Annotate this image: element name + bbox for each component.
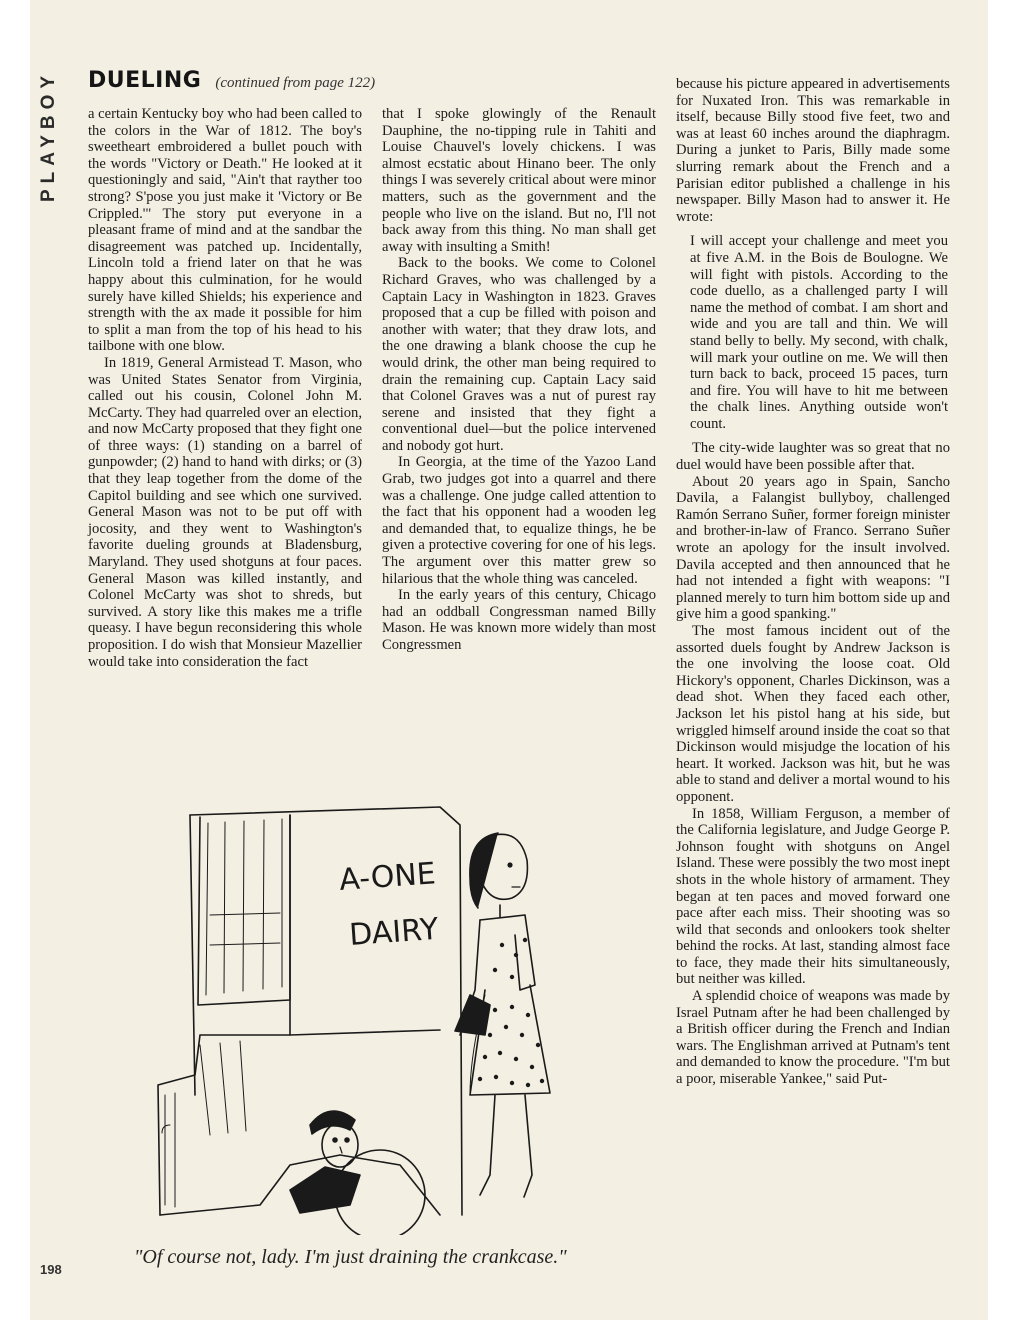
letter-text: I will accept your challenge and meet you at five A.M. in the Bois de Boulogne. We will fight with pistols. According to the code duello, as a challenged party I will name the method of combat. I am short and wide and you are tall and thin. We will stand belly to belly. My second, with chalk, will mark your outline on me. We will then turn back to back, proceed 15 paces, turn and fire. You will have to hit me between the chalk lines. Anything outside won't count.: [690, 233, 948, 432]
paragraph: The most famous incident out of the assorted duels fought by Andrew Jackson is the one involving the loose coat. Old Hickory's opponent, Charles Dickinson, was a dead shot. When they faced each other, Jackson let his pistol hang at his side, but wriggled himself around inside the coat so that Dickinson would misjudge the location of his heart. It worked. Jackson was hit, but he was able to stand and deliver a mortal wound to his opponent.: [676, 623, 950, 805]
quoted-letter: [676, 233, 950, 432]
text-column-1: [88, 106, 362, 670]
paragraph: that I spoke glowingly of the Renault Dauphine, the no-tipping rule in Tahiti and Louise Chauvel's lovely chickens. I was almost ecstatic about Hinano beer. The only things I was severely critical about were minor matters, such as the government and the people who live on the island. But no, I'll not back away from this thing. No man shall get away with insulting a Smith!: [382, 106, 656, 255]
cartoon-caption: "Of course not, lady. I'm just draining the crankcase.": [134, 1246, 567, 1268]
magazine-name: PLAYBOY: [38, 70, 59, 203]
paragraph: In Georgia, at the time of the Yazoo Land Grab, two judges got into a quarrel and there was a challenge. One judge called attention to the fact that his opponent had a wooden leg and demanded that, to equalize things, he be given a protective covering for one of his legs. The argument over this matter grew so hilarious that the whole thing was canceled.: [382, 454, 656, 587]
paragraph: In 1858, William Ferguson, a member of the California legislature, and Judge George P. Johnson fought with shotguns on Angel Island. These were possibly the two most inept shots in the whole history of armament. They began at ten paces and moved forward one pace after each miss. Their shooting was so wild that seconds and onlookers took shelter behind the rocks. At last, standing almost face to face, they made their hits simultaneously, but neither was killed.: [676, 805, 950, 988]
text-column-2: [382, 106, 656, 654]
paragraph: In the early years of this century, Chicago had an oddball Congressman named Billy Mason. He was known more widely than most Congressmen: [382, 587, 656, 653]
article-heading: [88, 68, 375, 93]
paragraph: About 20 years ago in Spain, Sancho Davila, a Falangist bullyboy, challenged Ramón Serrano Suñer, former foreign minister and brother-in-law of Franco. Serrano Suñer wrote an apology for the insult involved. Davila accepted and then announced that he had not intended a fight with weapons: "I planned merely to turn him bottom side up and give him a good spanking.": [676, 473, 950, 623]
article-title: DUELING: [88, 68, 202, 93]
paragraph: In 1819, General Armistead T. Mason, who was United States Senator from Virginia, called out his cousin, Colonel John M. McCarty. They had quarreled over an election, and now McCarty proposed that they fight one of three ways: (1) standing on a barrel of gunpowder; (2) hand to hand with dirks; or (3) that they leap together from the dome of the Capitol building and see which one survived. General Mason was not to be put off with jocosity, and they went to Washington's favorite dueling grounds at Bladensburg, Maryland. They used shotguns at four paces. General Mason was killed instantly, and Colonel McCarty was shot to shreds, but survived. A story like this makes me a trifle queasy. I have begun reconsidering this whole proposition. I do wish that Monsieur Mazellier would take into consideration the fact: [88, 354, 362, 670]
truck-sign-line-2: DAIRY: [348, 911, 440, 953]
page-number: 198: [40, 1262, 62, 1277]
paragraph: because his picture appeared in advertisements for Nuxated Iron. This was remarkable in itself, because Billy stood five feet, two and was at least 60 inches around the diaphragm. During a junket to Paris, Billy made some slurring remark about the French and a Parisian editor published a challenge in his newspaper. Billy Mason had to answer it. He wrote:: [676, 76, 950, 225]
paragraph: A splendid choice of weapons was made by Israel Putnam after he had been challenged by a British officer during the French and Indian wars. The Englishman arrived at Putnam's tent and demanded to know the procedure. "I'm but a poor, miserable Yankee," said Put-: [676, 988, 950, 1088]
paragraph: The city-wide laughter was so great that no duel would have been possible after that.: [676, 440, 950, 474]
continued-note: (continued from page 122): [215, 75, 376, 91]
paragraph: a certain Kentucky boy who had been called to the colors in the War of 1812. The boy's sweetheart embroidered a bullet pouch with the words "Victory or Death." He looked at it questioningly and said, "Ain't that rayther too strong? S'pose you just make it 'Victory or Be Crippled.'" The story put everyone in a pleasant frame of mind and at the sandbar the disagreement was patched up. Incidentally, Lincoln told a friend later on that he was happy about this culmination, for he would surely have killed Shields; his experience and strength with the ax made it possible for him to split a man from the top of his head to his tailbone with one blow.: [88, 106, 362, 355]
dairy-truck-cartoon: [140, 795, 650, 1235]
truck-sign-line-1: A-ONE: [338, 856, 437, 898]
text-column-3: [676, 76, 950, 1088]
paragraph: Back to the books. We come to Colonel Richard Graves, who was challenged by a Captain Lacy in Washington in 1823. Graves proposed that a cup be filled with poison and another with water; that they draw lots, and the one drawing a blank choose the cup he would drink, the other man being required to drain the remaining cup. Captain Lacy said that Colonel Graves was a nut of purest ray serene and insisted that they fight a conventional duel—but the police intervened and nobody got hurt.: [382, 255, 656, 454]
